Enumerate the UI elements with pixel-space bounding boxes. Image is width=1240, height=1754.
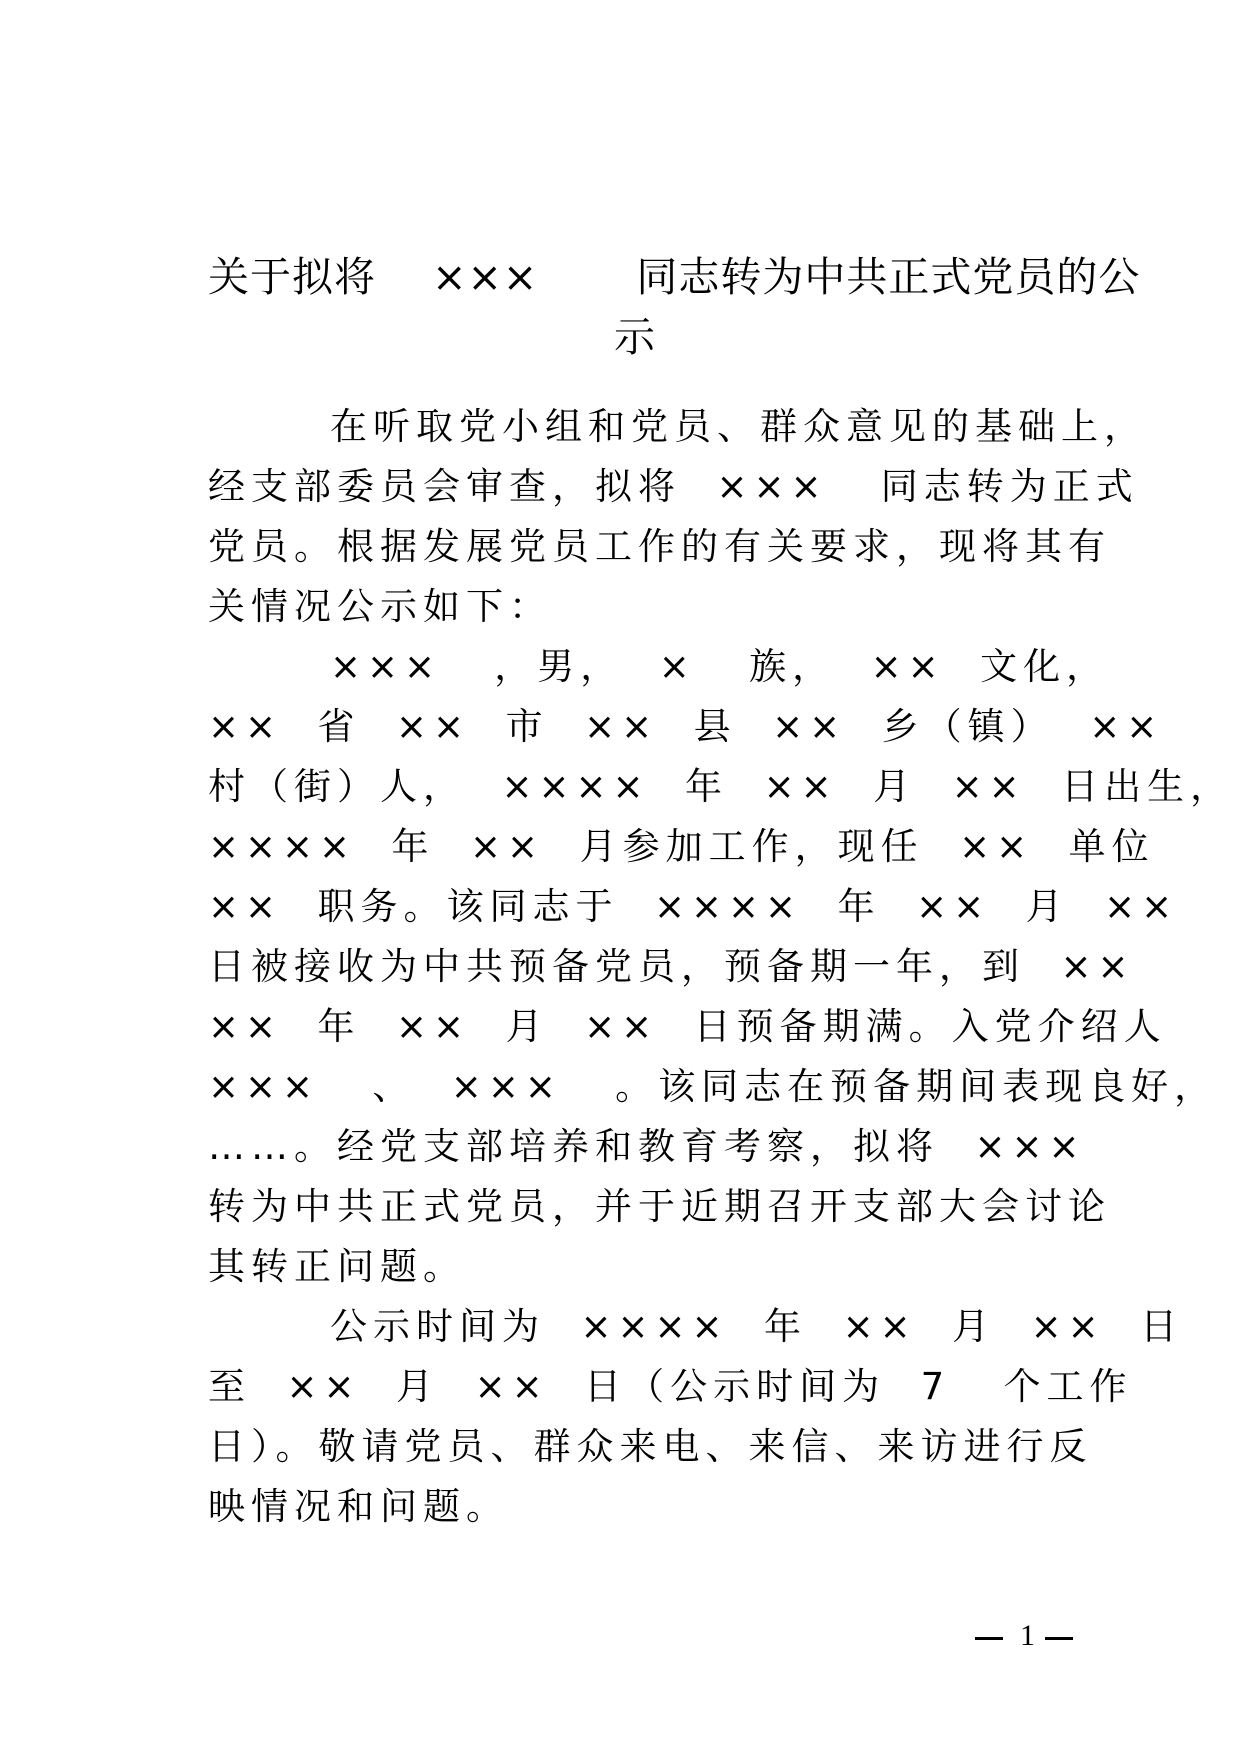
paragraph-2-line: ××× 、 ××× 。该同志在预备期间表现良好， xyxy=(208,1065,1218,1108)
paragraph-2-line: 转为中共正式党员，并于近期召开支部大会讨论 xyxy=(208,1185,1111,1228)
paragraph-3-line: 日）。敬请党员、群众来电、来信、来访进行反 xyxy=(208,1425,1093,1468)
paragraph-2-line: ××× ，男， × 族， ×× 文化， xyxy=(330,645,1110,688)
title-line-1: 关于拟将 ××× 同志转为中共正式党员的公 xyxy=(208,253,1141,301)
paragraph-2-line: 村（街）人， ×××× 年 ×× 月 ×× 日出生， xyxy=(208,765,1234,808)
paragraph-3-line: 映情况和问题。 xyxy=(208,1485,509,1528)
title-line-2: 示 xyxy=(614,313,656,361)
dash-right xyxy=(1045,1637,1073,1640)
paragraph-2-line: ……。经党支部培养和教育考察，拟将 ××× xyxy=(208,1125,1086,1168)
paragraph-2-line: 其转正问题。 xyxy=(208,1245,466,1288)
paragraph-3-line: 至 ×× 月 ×× 日（公示时间为 7 个工作 xyxy=(208,1365,1133,1408)
dash-left xyxy=(975,1637,1003,1640)
paragraph-2-line: ×× 职务。该同志于 ×××× 年 ×× 月 ×× xyxy=(208,885,1179,928)
paragraph-1-line: 在听取党小组和党员、群众意见的基础上， xyxy=(330,405,1147,448)
paragraph-1-line: 关情况公示如下： xyxy=(208,585,552,628)
page-number: 1 xyxy=(1020,1619,1035,1652)
paragraph-1-line: 党员。根据发展党员工作的有关要求，现将其有 xyxy=(208,525,1111,568)
paragraph-2-line: ×××× 年 ×× 月参加工作，现任 ×× 单位 xyxy=(208,825,1155,868)
page-footer xyxy=(975,1616,1095,1656)
paragraph-2-line: ×× 省 ×× 市 ×× 县 ×× 乡（镇） ×× xyxy=(208,705,1164,748)
paragraph-1-line: 经支部委员会审查，拟将 ××× 同志转为正式 xyxy=(208,465,1139,508)
paragraph-2-line: ×× 年 ×× 月 ×× 日预备期满。入党介绍人 xyxy=(208,1005,1167,1048)
paragraph-3-line: 公示时间为 ×××× 年 ×× 月 ×× 日 xyxy=(330,1305,1184,1348)
paragraph-2-line: 日被接收为中共预备党员，预备期一年，到 ×× xyxy=(208,945,1135,988)
